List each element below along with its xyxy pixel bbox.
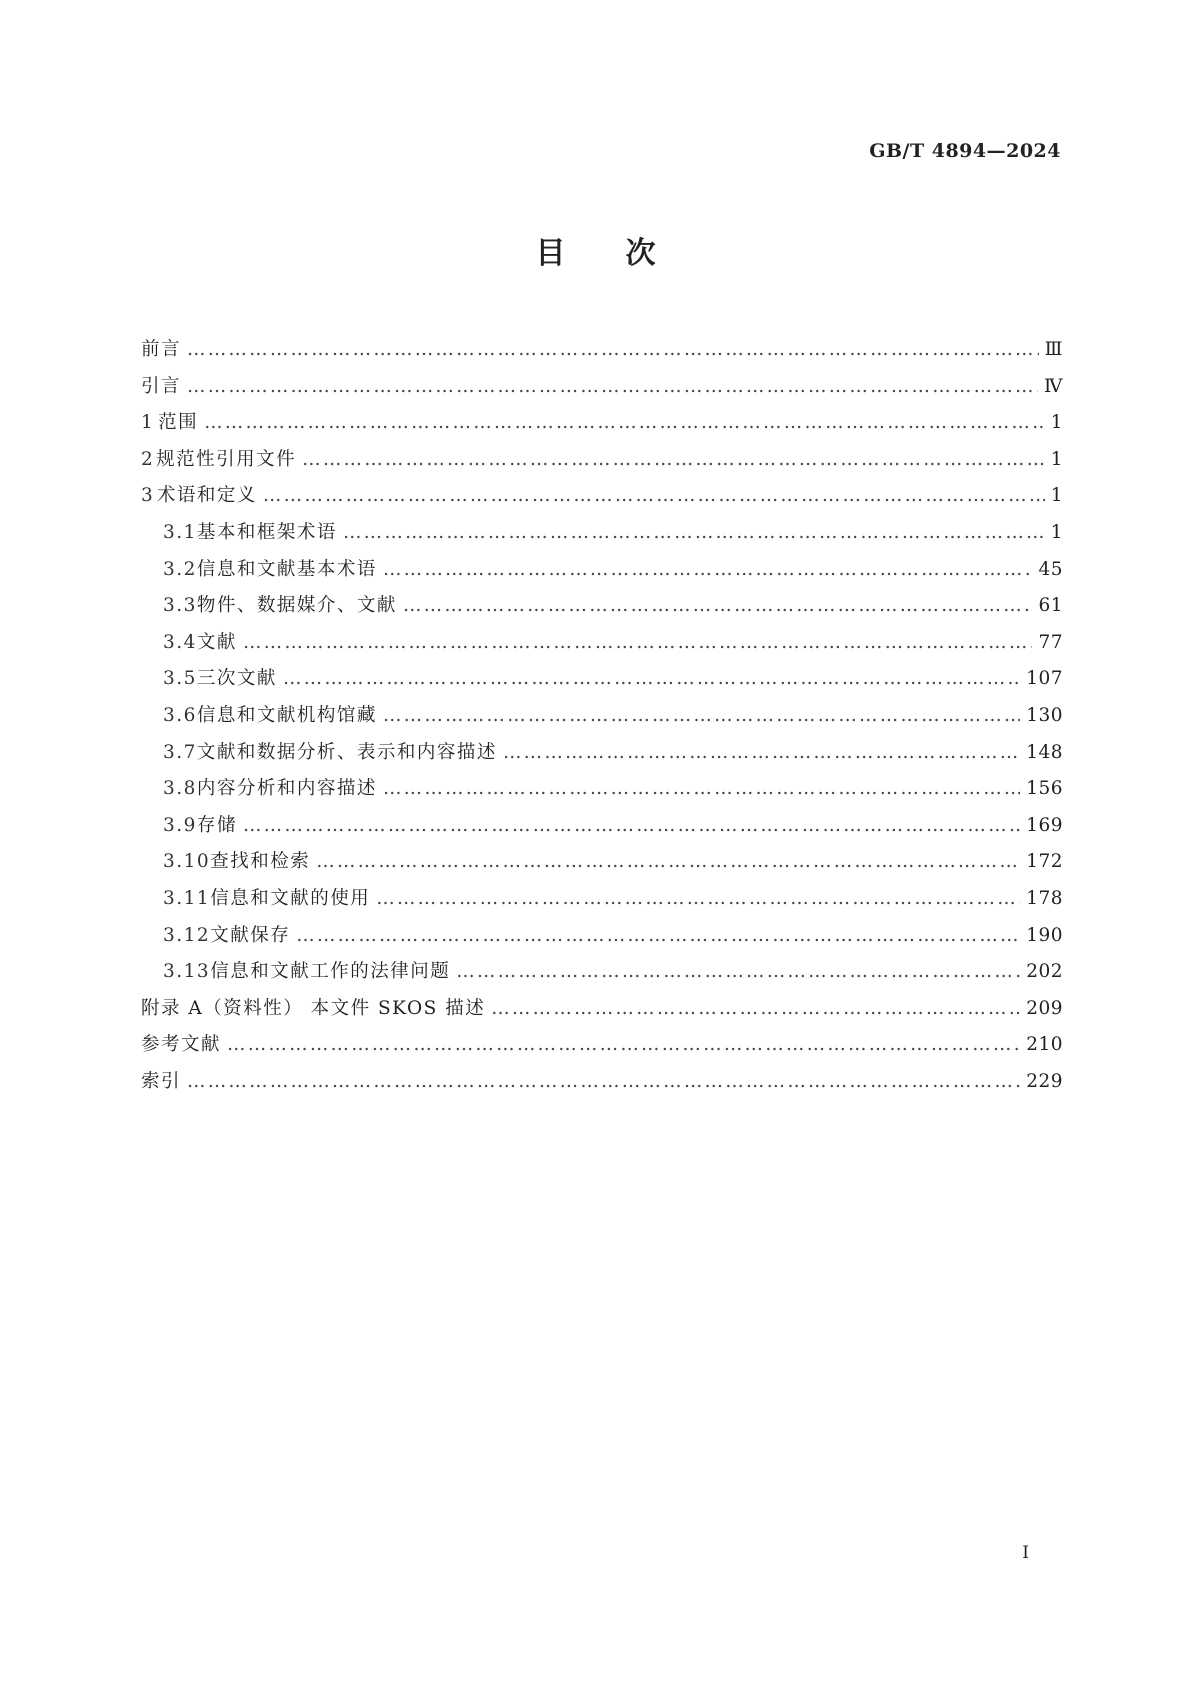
toc-entry-number: 1 — [141, 412, 155, 434]
toc-leader-dots — [187, 339, 1039, 360]
toc-entry-introduction[interactable] — [141, 372, 1063, 409]
toc-entry-title: 文献 — [196, 631, 237, 653]
toc-leader-dots — [283, 668, 1020, 689]
toc-leader-dots — [383, 778, 1020, 799]
toc-leader-dots — [302, 449, 1045, 470]
toc-entry-page: 210 — [1026, 1034, 1063, 1056]
toc-entry-number: 3.5 — [163, 668, 197, 690]
toc-entry-page: 178 — [1026, 887, 1063, 909]
toc-entry-number: 3.10 — [163, 851, 211, 873]
page-title-char-2: 次 — [625, 236, 656, 271]
toc-entry-title: 信息和文献基本术语 — [196, 558, 377, 580]
toc-entry-3-12[interactable] — [141, 921, 1063, 958]
toc-entry-1[interactable] — [141, 408, 1063, 445]
toc-entry-page: 45 — [1038, 558, 1063, 580]
toc-entry-number: 3.1 — [163, 521, 197, 543]
page-title — [0, 228, 1191, 272]
toc-entry-number: 3.8 — [163, 778, 197, 800]
toc-leader-dots — [376, 888, 1020, 909]
toc-entry-title: 信息和文献工作的法律问题 — [210, 961, 451, 983]
page-title-char-1: 目 — [535, 236, 566, 271]
toc-entry-page: 190 — [1026, 924, 1063, 946]
toc-leader-dots — [503, 742, 1020, 763]
toc-entry-foreword[interactable] — [141, 335, 1063, 372]
toc-entry-3-1[interactable] — [141, 518, 1063, 555]
toc-entry-number: 3.4 — [163, 631, 197, 653]
toc-entry-number: 3.9 — [163, 814, 197, 836]
toc-entry-page: Ⅲ — [1044, 339, 1063, 360]
toc-entry-page: 169 — [1026, 814, 1063, 836]
toc-leader-dots — [204, 412, 1045, 433]
toc-entry-3-9[interactable] — [141, 811, 1063, 848]
toc-entry-title: 三次文献 — [196, 668, 277, 690]
toc-leader-dots — [383, 705, 1020, 726]
toc-entry-index[interactable] — [141, 1067, 1063, 1104]
toc-entry-3-10[interactable] — [141, 847, 1063, 884]
toc-entry-page: Ⅳ — [1044, 375, 1063, 397]
toc-entry-title: 信息和文献机构馆藏 — [196, 704, 377, 726]
toc-entry-3-8[interactable] — [141, 774, 1063, 811]
toc-entry-title: 索引 — [141, 1070, 182, 1092]
toc-entry-3-13[interactable] — [141, 957, 1063, 994]
toc-entry-page: 1 — [1050, 485, 1063, 507]
toc-entry-page: 202 — [1026, 961, 1063, 983]
toc-entry-title: 术语和定义 — [156, 485, 257, 507]
toc-entry-2[interactable] — [141, 445, 1063, 482]
toc-leader-dots — [187, 376, 1038, 397]
toc-entry-title: 物件、数据媒介、文献 — [196, 595, 397, 617]
toc-entry-title: 内容分析和内容描述 — [196, 778, 377, 800]
toc-entry-title: 文献和数据分析、表示和内容描述 — [196, 741, 497, 763]
toc-entry-page: 107 — [1026, 668, 1063, 690]
toc-leader-dots — [316, 851, 1020, 872]
toc-entry-bibliography[interactable] — [141, 1030, 1063, 1067]
toc-leader-dots — [383, 559, 1033, 580]
toc-entry-page: 1 — [1050, 448, 1063, 470]
toc-leader-dots — [243, 815, 1020, 836]
toc-entry-title: 前言 — [141, 339, 182, 360]
toc-entry-3[interactable] — [141, 481, 1063, 518]
toc-entry-page: 1 — [1050, 521, 1063, 543]
toc-leader-dots — [227, 1034, 1020, 1055]
toc-leader-dots — [343, 522, 1045, 543]
toc-entry-page: 209 — [1026, 997, 1063, 1019]
toc-entry-3-3[interactable] — [141, 591, 1063, 628]
toc-entry-number: 3.3 — [163, 595, 197, 617]
toc-entry-number: 3.2 — [163, 558, 197, 580]
toc-entry-title: 存储 — [196, 814, 237, 836]
toc-leader-dots — [456, 961, 1020, 982]
toc-entry-page: 77 — [1038, 631, 1063, 653]
toc-entry-page: 156 — [1026, 778, 1063, 800]
toc-entry-3-11[interactable] — [141, 884, 1063, 921]
toc-entry-number: 3.6 — [163, 704, 197, 726]
toc-entry-title: 范围 — [158, 412, 199, 434]
toc-entry-page: 61 — [1038, 595, 1063, 617]
toc-entry-page: 229 — [1026, 1070, 1063, 1092]
toc-entry-title: 信息和文献的使用 — [210, 887, 371, 909]
toc-entry-3-7[interactable] — [141, 738, 1063, 775]
toc-entry-page: 1 — [1050, 412, 1063, 434]
toc-entry-title: 文献保存 — [210, 924, 291, 946]
toc-leader-dots — [263, 485, 1045, 506]
toc-entry-number: 3.7 — [163, 741, 197, 763]
toc-entry-3-4[interactable] — [141, 628, 1063, 665]
toc-entry-title: 规范性引用文件 — [156, 448, 297, 470]
page-number: I — [1022, 1543, 1029, 1563]
toc-entry-page: 172 — [1026, 851, 1063, 873]
toc-entry-title: 参考文献 — [141, 1034, 222, 1056]
toc-entry-number: 2 — [141, 448, 155, 470]
toc-entry-title: 基本和框架术语 — [196, 521, 337, 543]
toc-entry-3-6[interactable] — [141, 701, 1063, 738]
toc-leader-dots — [187, 1071, 1020, 1092]
toc-entry-3-5[interactable] — [141, 664, 1063, 701]
toc-leader-dots — [243, 632, 1033, 653]
standard-code: GB/T 4894—2024 — [869, 140, 1061, 162]
toc-leader-dots — [296, 925, 1020, 946]
toc-leader-dots — [403, 595, 1033, 616]
toc-entry-page: 130 — [1026, 704, 1063, 726]
table-of-contents — [141, 335, 1063, 1103]
toc-entry-number: 3 — [141, 485, 155, 507]
toc-leader-dots — [491, 998, 1020, 1019]
toc-entry-title: 附录 A（资料性） 本文件 SKOS 描述 — [141, 997, 486, 1019]
toc-entry-number: 3.13 — [163, 961, 211, 983]
toc-entry-number: 3.12 — [163, 924, 211, 946]
toc-entry-annex-a[interactable] — [141, 994, 1063, 1031]
toc-entry-title: 查找和检索 — [210, 851, 311, 873]
toc-entry-number: 3.11 — [163, 887, 211, 909]
toc-entry-page: 148 — [1026, 741, 1063, 763]
toc-entry-title: 引言 — [141, 375, 182, 397]
toc-entry-3-2[interactable] — [141, 555, 1063, 592]
